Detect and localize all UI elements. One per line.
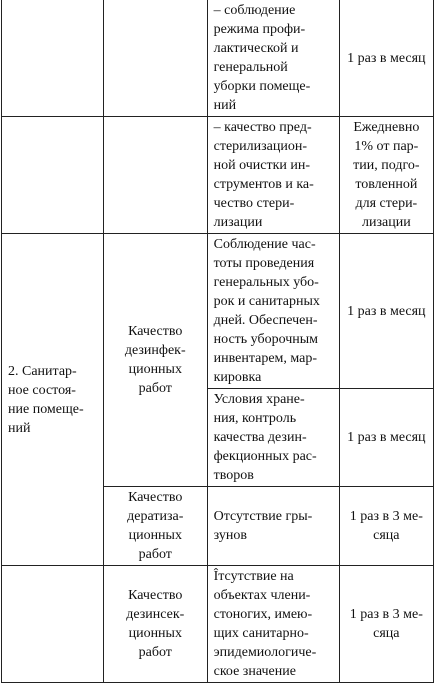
table-row [2, 566, 434, 683]
table-cell: 1 раз в 3 ме- сяца [339, 566, 433, 683]
table-cell: Качество дезинсек- ционных работ [103, 566, 207, 683]
table-cell: Качество дезинфек- ционных работ [103, 234, 207, 487]
table-cell [103, 0, 207, 117]
table-row [2, 117, 434, 234]
table-cell: 2. Санитар- ное состоя- ние помеще- ний [2, 234, 104, 566]
table-cell: Соблюдение час- тоты проведения генеральных убо- рок и санитарных дней. Обеспечен- ность уборочным инвентарем, мар- кировка [207, 234, 339, 389]
table-cell: Условия хране- ния, контроль качества дезин- фекционных рас- творов [207, 389, 339, 487]
table-cell: – качество пред- стерилизацион- ной очистки ин- струментов и ка- чество стери- лизации [207, 117, 339, 234]
table-cell: Ежедневно 1% от пар- тии, подго- товленной для стери- лизации [339, 117, 433, 234]
table-cell: Îтсутствие на объектах члени- стоногих, имею- щих санитарно- эпидемиологиче- ское значение [207, 566, 339, 683]
table-cell: – соблюдение режима профи- лактической и генеральной уборки помеще- ний [207, 0, 339, 117]
table-cell [2, 117, 104, 234]
table-row [2, 0, 434, 117]
table-cell: 1 раз в месяц [339, 389, 433, 487]
table-cell: Качество дератиза- ционных работ [103, 487, 207, 566]
table-cell [2, 0, 104, 117]
table-cell [103, 117, 207, 234]
table-cell: 1 раз в 3 ме- сяца [339, 487, 433, 566]
table-row [2, 234, 434, 389]
table-cell: 1 раз в месяц [339, 0, 433, 117]
table-cell: 1 раз в месяц [339, 234, 433, 389]
table-cell: Отсутствие гры- зунов [207, 487, 339, 566]
table-cell [2, 566, 104, 683]
sanitary-control-table [1, 0, 434, 683]
